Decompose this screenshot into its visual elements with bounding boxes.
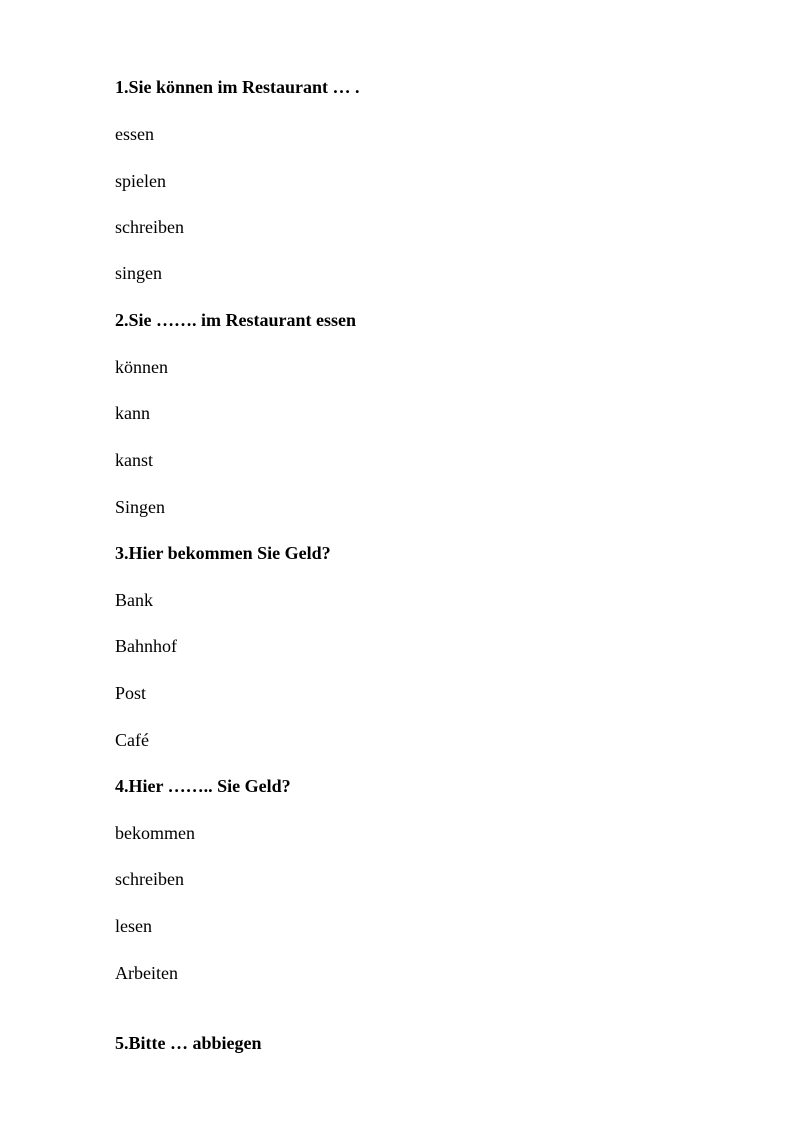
- question-4-option-3: lesen: [115, 916, 152, 936]
- question-3-option-4: Café: [115, 730, 149, 750]
- question-4-option-1: bekommen: [115, 823, 195, 843]
- question-3: 3.Hier bekommen Sie Geld?: [115, 543, 331, 563]
- question-1-option-4: singen: [115, 263, 162, 283]
- question-2-option-1: können: [115, 357, 168, 377]
- question-2: 2.Sie ……. im Restaurant essen: [115, 310, 356, 330]
- question-1: 1.Sie können im Restaurant … .: [115, 77, 360, 97]
- question-3-option-3: Post: [115, 683, 147, 703]
- question-2-option-2: kann: [115, 403, 150, 423]
- question-1-option-1: essen: [115, 124, 154, 144]
- question-1-option-3: schreiben: [115, 217, 184, 237]
- question-4-option-2: schreiben: [115, 869, 184, 889]
- question-4-option-4: Arbeiten: [115, 963, 178, 983]
- question-1-option-2: spielen: [115, 171, 166, 191]
- question-5: 5.Bitte … abbiegen: [115, 1033, 262, 1053]
- question-2-option-3: kanst: [115, 450, 153, 470]
- question-3-option-2: Bahnhof: [115, 636, 177, 656]
- question-3-option-1: Bank: [115, 590, 153, 610]
- question-2-option-4: Singen: [115, 497, 166, 517]
- question-4: 4.Hier …….. Sie Geld?: [115, 776, 291, 796]
